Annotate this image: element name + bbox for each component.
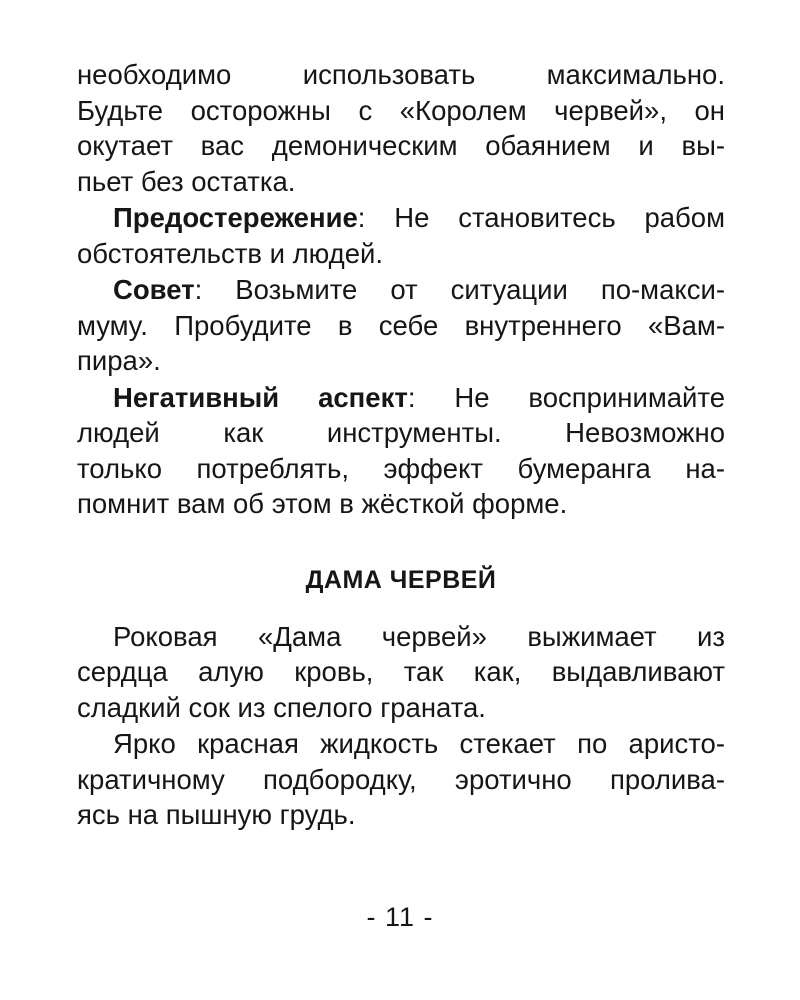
section-para2-line: Ярко красная жидкость стекает по аристо- [113, 728, 725, 759]
negative-line: только потреблять, эффект бумеранга на- [77, 452, 725, 484]
section-para1-line: сладкий сок из спелого граната. [77, 691, 486, 723]
section-para2-line: ясь на пышную грудь. [77, 799, 356, 830]
section-para1-line: Роковая «Дама червей» выжимает из [113, 620, 725, 652]
negative-line [77, 380, 725, 416]
warning-line: обстоятельств и людей. [77, 237, 384, 269]
body-line: пьет без остатка. [77, 165, 296, 197]
advice-line: пира». [77, 345, 161, 376]
negative-line: людей как инструменты. Невозможно [77, 417, 725, 448]
warning-label: Предостережение [113, 202, 358, 233]
negative-label: Негативный аспект [113, 381, 408, 413]
warning-line [77, 200, 725, 236]
page-number: - 11 - [366, 902, 434, 932]
body-line: необходимо использовать максимально. [77, 59, 725, 90]
negative-line: помнит вам об этом в жёсткой форме. [77, 488, 568, 519]
advice-text: : Возьмите от ситуации по-макси- [194, 274, 725, 305]
advice-line: мумy. Пробудите в себе внутреннего «Вам- [77, 309, 725, 341]
body-line: Будьте осторожны с «Королем червей», он [77, 94, 725, 126]
advice-line [77, 272, 725, 308]
warning-text: : Не становитесь рабом [357, 202, 725, 233]
section-para1-line: сердца алую кровь, так как, выдавливают [77, 656, 725, 687]
page-text-block [77, 57, 725, 833]
advice-label: Совет [113, 274, 195, 305]
section-title: ДАМА ЧЕРВЕЙ [305, 565, 497, 594]
section-para2-line: кратичному подбородку, эротично пролива- [77, 763, 725, 795]
body-line: окутает вас демоническим обаянием и вы- [77, 130, 725, 161]
negative-text: : Не воспринимайте [407, 381, 725, 413]
